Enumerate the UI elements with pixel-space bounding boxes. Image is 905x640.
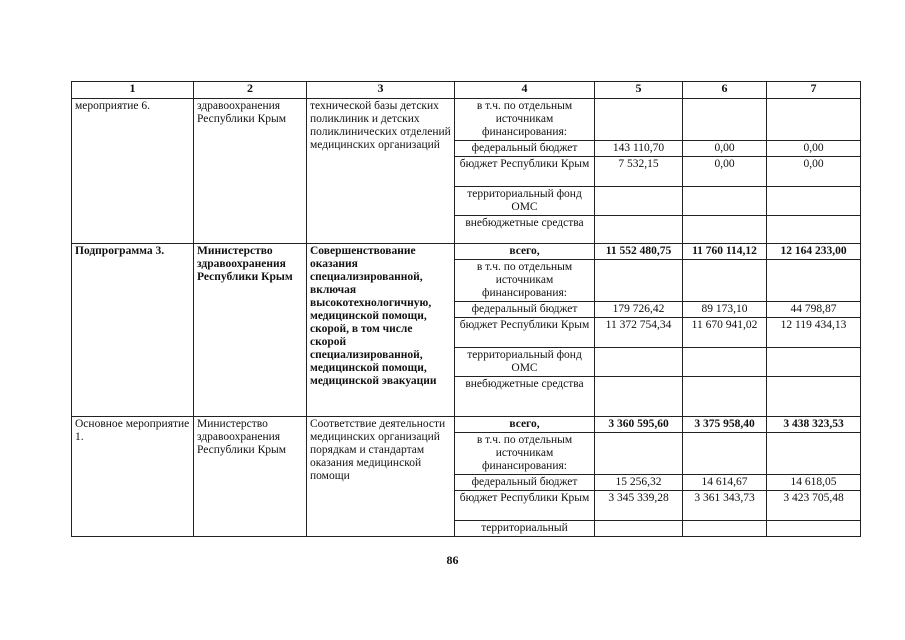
responsible-executor: здравоохранения Республики Крым bbox=[194, 99, 307, 244]
value-cell: 14 618,05 bbox=[767, 475, 861, 491]
responsible-executor: Министерство здравоохранения Республики Крым bbox=[194, 244, 307, 417]
measure-name: мероприятие 6. bbox=[72, 99, 194, 244]
value-cell: 179 726,42 bbox=[595, 302, 683, 318]
value-cell: 11 670 941,02 bbox=[683, 318, 767, 348]
value-cell: 3 438 323,53 bbox=[767, 417, 861, 433]
value-cell bbox=[767, 433, 861, 475]
header-row bbox=[72, 82, 861, 99]
document-page bbox=[71, 81, 861, 537]
source-label: бюджет Республики Крым bbox=[455, 157, 595, 187]
value-cell bbox=[595, 187, 683, 216]
value-cell: 11 552 480,75 bbox=[595, 244, 683, 260]
header-cell: 7 bbox=[767, 82, 861, 99]
financing-table bbox=[71, 81, 861, 537]
value-cell bbox=[683, 348, 767, 377]
value-cell: 3 345 339,28 bbox=[595, 491, 683, 521]
header-cell: 3 bbox=[307, 82, 455, 99]
source-label: бюджет Республики Крым bbox=[455, 491, 595, 521]
value-cell bbox=[767, 187, 861, 216]
value-cell bbox=[767, 216, 861, 244]
value-cell: 0,00 bbox=[767, 157, 861, 187]
source-label: территориальный фонд ОМС bbox=[455, 187, 595, 216]
measure-name: Основное мероприятие 1. bbox=[72, 417, 194, 537]
value-cell bbox=[767, 260, 861, 302]
value-cell: 3 361 343,73 bbox=[683, 491, 767, 521]
source-label: всего, bbox=[455, 244, 595, 260]
table-row bbox=[72, 99, 861, 141]
source-label: в т.ч. по отдельным источникам финансирования: bbox=[455, 433, 595, 475]
page-number: 86 bbox=[446, 553, 459, 567]
source-label: федеральный бюджет bbox=[455, 302, 595, 318]
value-cell bbox=[595, 348, 683, 377]
source-label: федеральный бюджет bbox=[455, 141, 595, 157]
value-cell bbox=[767, 348, 861, 377]
value-cell: 11 372 754,34 bbox=[595, 318, 683, 348]
source-label: в т.ч. по отдельным источникам финансирования: bbox=[455, 99, 595, 141]
value-cell bbox=[683, 187, 767, 216]
value-cell: 143 110,70 bbox=[595, 141, 683, 157]
value-cell: 0,00 bbox=[767, 141, 861, 157]
value-cell: 3 360 595,60 bbox=[595, 417, 683, 433]
value-cell: 11 760 114,12 bbox=[683, 244, 767, 260]
value-cell: 89 173,10 bbox=[683, 302, 767, 318]
value-cell: 0,00 bbox=[683, 141, 767, 157]
value-cell bbox=[595, 433, 683, 475]
value-cell bbox=[767, 99, 861, 141]
value-cell: 12 164 233,00 bbox=[767, 244, 861, 260]
table-row bbox=[72, 417, 861, 433]
value-cell bbox=[683, 216, 767, 244]
header-cell: 1 bbox=[72, 82, 194, 99]
value-cell bbox=[767, 521, 861, 537]
value-cell bbox=[595, 260, 683, 302]
value-cell: 0,00 bbox=[683, 157, 767, 187]
value-cell: 14 614,67 bbox=[683, 475, 767, 491]
value-cell bbox=[683, 377, 767, 417]
value-cell bbox=[683, 433, 767, 475]
value-cell: 12 119 434,13 bbox=[767, 318, 861, 348]
value-cell: 44 798,87 bbox=[767, 302, 861, 318]
value-cell bbox=[595, 99, 683, 141]
header-cell: 5 bbox=[595, 82, 683, 99]
source-label: в т.ч. по отдельным источникам финансирования: bbox=[455, 260, 595, 302]
value-cell bbox=[767, 377, 861, 417]
measure-description: Совершенствование оказания специализированной, включая высокотехнологичную, медицинской помощи, скорой, в том числе скорой специализированной, медицинской помощи, медицинской эвакуации bbox=[307, 244, 455, 417]
source-label: внебюджетные средства bbox=[455, 216, 595, 244]
source-label: территориальный bbox=[455, 521, 595, 537]
value-cell bbox=[683, 260, 767, 302]
table-row bbox=[72, 244, 861, 260]
source-label: территориальный фонд ОМС bbox=[455, 348, 595, 377]
value-cell bbox=[683, 521, 767, 537]
source-label: внебюджетные средства bbox=[455, 377, 595, 417]
source-label: федеральный бюджет bbox=[455, 475, 595, 491]
value-cell: 15 256,32 bbox=[595, 475, 683, 491]
header-cell: 6 bbox=[683, 82, 767, 99]
measure-description: технической базы детских поликлиник и детских поликлинических отделений медицинских организаций bbox=[307, 99, 455, 244]
header-cell: 4 bbox=[455, 82, 595, 99]
measure-description: Соответствие деятельности медицинских организаций порядкам и стандартам оказания медицинской помощи bbox=[307, 417, 455, 537]
value-cell bbox=[595, 216, 683, 244]
value-cell: 3 423 705,48 bbox=[767, 491, 861, 521]
source-label: всего, bbox=[455, 417, 595, 433]
header-cell: 2 bbox=[194, 82, 307, 99]
responsible-executor: Министерство здравоохранения Республики Крым bbox=[194, 417, 307, 537]
value-cell: 7 532,15 bbox=[595, 157, 683, 187]
value-cell bbox=[595, 521, 683, 537]
value-cell: 3 375 958,40 bbox=[683, 417, 767, 433]
source-label: бюджет Республики Крым bbox=[455, 318, 595, 348]
value-cell bbox=[683, 99, 767, 141]
measure-name: Подпрограмма 3. bbox=[72, 244, 194, 417]
value-cell bbox=[595, 377, 683, 417]
